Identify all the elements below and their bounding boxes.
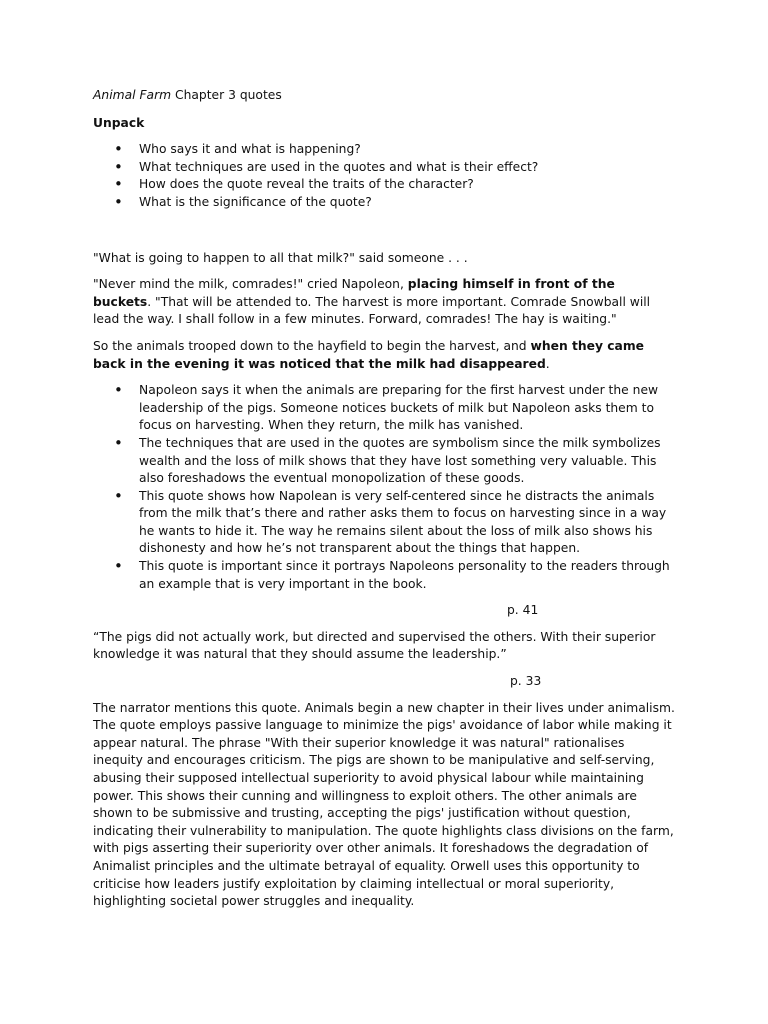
quote1-p3-start: So the animals trooped down to the hayfield to begin the harvest, and bbox=[93, 338, 531, 353]
quote1-p3-bold: when they came back in the evening it was noticed that the milk had disappeared bbox=[93, 338, 644, 371]
quote1-paragraph2 bbox=[93, 276, 677, 329]
quote1-line1: "What is going to happen to all that milk?" said someone . . . bbox=[93, 250, 468, 265]
document-page bbox=[93, 87, 677, 920]
list-item: • Napoleon says it when the animals are preparing for the first harvest under the new leadership of the pigs. Someone notices buckets of milk but Napoleon asks them to focus on harvesting. When they return, the milk has vanished. bbox=[93, 382, 677, 435]
quote2-page-ref: p. 33 bbox=[510, 674, 542, 689]
list-item: • How does the quote reveal the traits of the character? bbox=[93, 176, 677, 194]
list-item: • Who says it and what is happening? bbox=[93, 141, 677, 159]
book-title: Animal Farm bbox=[93, 88, 172, 102]
quote1-page-ref: p. 41 bbox=[507, 603, 539, 618]
list-item: • The techniques that are used in the quotes are symbolism since the milk symbolizes wealth and the loss of milk shows that they have lost something very valuable. This also foreshadows the eventual monopolization of these goods. bbox=[93, 435, 677, 488]
quote1-p2-start: "Never mind the milk, comrades!" cried Napoleon, bbox=[93, 277, 408, 292]
list-item: • What techniques are used in the quotes and what is their effect? bbox=[93, 159, 677, 177]
list-item: • What is the significance of the quote? bbox=[93, 194, 677, 212]
unpack-question-list bbox=[93, 141, 677, 211]
quote1-p2-end: . "That will be attended to. The harvest is more important. Comrade Snowball will lead the way. I shall follow in a few minutes. Forward, comrades! The hay is waiting." bbox=[93, 294, 651, 327]
document-title bbox=[93, 87, 677, 105]
quote2-analysis: The narrator mentions this quote. Animals begin a new chapter in their lives under animalism. The quote employs passive language to minimize the pigs' avoidance of labor while making it appear natural. The phrase "With their superior knowledge it was natural" rationalises inequity and encourages criticism. The pigs are shown to be manipulative and self-serving, abusing their supposed intellectual superiority to avoid physical labour while maintaining power. This shows their cunning and willingness to exploit others. The other animals are shown to be submissive and trusting, accepting the pigs' justification without question, indicating their vulnerability to manipulation. The quote highlights class divisions on the farm, with pigs asserting their superiority over other animals. It foreshadows the degradation of Animalist principles and the ultimate betrayal of equality. Orwell uses this opportunity to criticise how leaders justify exploitation by claiming intellectual or moral superiority, highlighting societal power struggles and inequality. bbox=[93, 700, 675, 909]
list-item: • This quote is important since it portrays Napoleons personality to the readers through an example that is very important in the book. bbox=[93, 558, 677, 593]
quote1-p3-end: . bbox=[545, 356, 550, 371]
quote1-analysis-list bbox=[93, 382, 677, 593]
quote1-p2-bold: placing himself in front of the buckets bbox=[93, 277, 615, 309]
quote1-paragraph3 bbox=[93, 338, 677, 373]
unpack-heading: Unpack bbox=[93, 115, 145, 130]
list-item: • This quote shows how Napolean is very self-centered since he distracts the animals from the milk that’s there and rather asks them to focus on harvesting since in a way he wants to hide it. The way he remains silent about the loss of milk also shows his dishonesty and how he’s not transparent about the things that happen. bbox=[93, 488, 677, 558]
quote2-text: “The pigs did not actually work, but directed and supervised the others. With their superior knowledge it was natural that they should assume the leadership.” bbox=[93, 629, 656, 662]
title-rest: Chapter 3 quotes bbox=[171, 88, 282, 102]
